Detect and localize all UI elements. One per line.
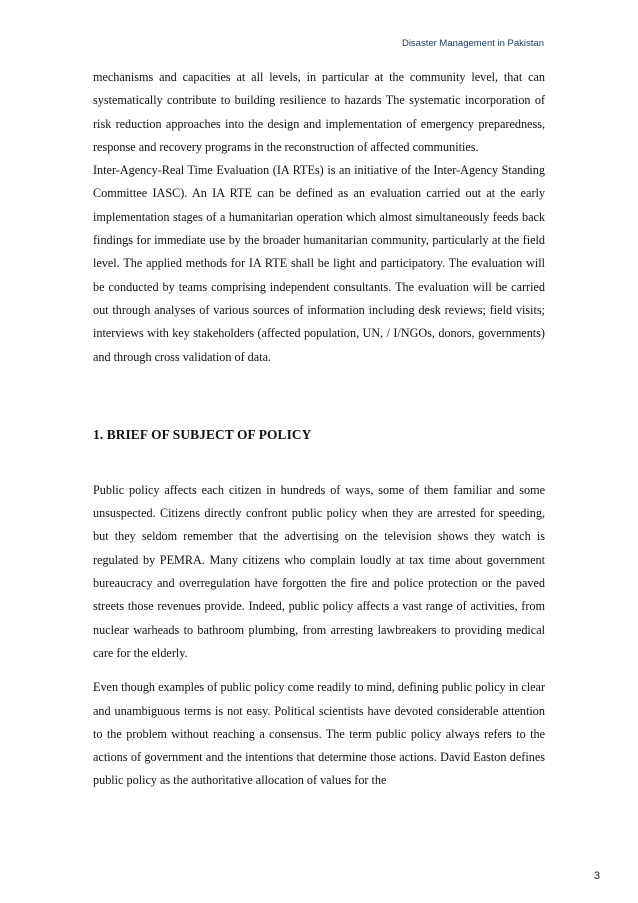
page-body [93,66,545,793]
spacer [93,665,545,676]
paragraph-resilience: mechanisms and capacities at all levels, in particular at the community level, that can systematically contribute to building resilience to hazards The systematic incorporation of risk reduction approaches into the design and implementation of emergency preparedness, response and recovery programs in the reconstruction of affected communities. [93,70,545,154]
spacer [93,446,545,479]
section-heading: 1. BRIEF OF SUBJECT OF POLICY [93,426,312,442]
spacer [93,369,545,423]
page-number: 3 [593,870,600,882]
paragraph-ia-rte: Inter-Agency-Real Time Evaluation (IA RTEs) is an initiative of the Inter-Agency Standing Committee IASC). An IA RTE can be defined as an evaluation carried out at the early implementation stages of a humanitarian operation which almost simultaneously feeds back findings for immediate use by the broader humanitarian community, particularly at the field level. The applied methods for IA RTE shall be light and participatory. The evaluation will be conducted by teams comprising independent consultants. The evaluation will be carried out through analyses of various sources of information including desk reviews; field visits; interviews with key stakeholders (affected population, UN, / I/NGOs, donors, governments) and through cross validation of data. [93,163,545,364]
running-header: Disaster Management in Pakistan [401,38,544,49]
paragraph-public-policy: Public policy affects each citizen in hundreds of ways, some of them familiar and some unsuspected. Citizens directly confront public policy when they are arrested for speeding, but they seldom remember that the advertising on the television shows they watch is regulated by PEMRA. Many citizens who complain loudly at tax time about government bureaucracy and overregulation have forgotten the fire and police protection or the paved streets those revenues provide. Indeed, public policy affects a vast range of activities, from nuclear warheads to bathroom plumbing, from arresting lawbreakers to providing medical care for the elderly. [93,482,545,660]
paragraph-defining-policy: Even though examples of public policy come readily to mind, defining public policy in clear and unambiguous terms is not easy. Political scientists have devoted considerable attention to the problem without reaching a consensus. The term public policy always refers to the actions of government and the intentions that determine those actions. David Easton defines public policy as the authoritative allocation of values for the [93,680,545,788]
